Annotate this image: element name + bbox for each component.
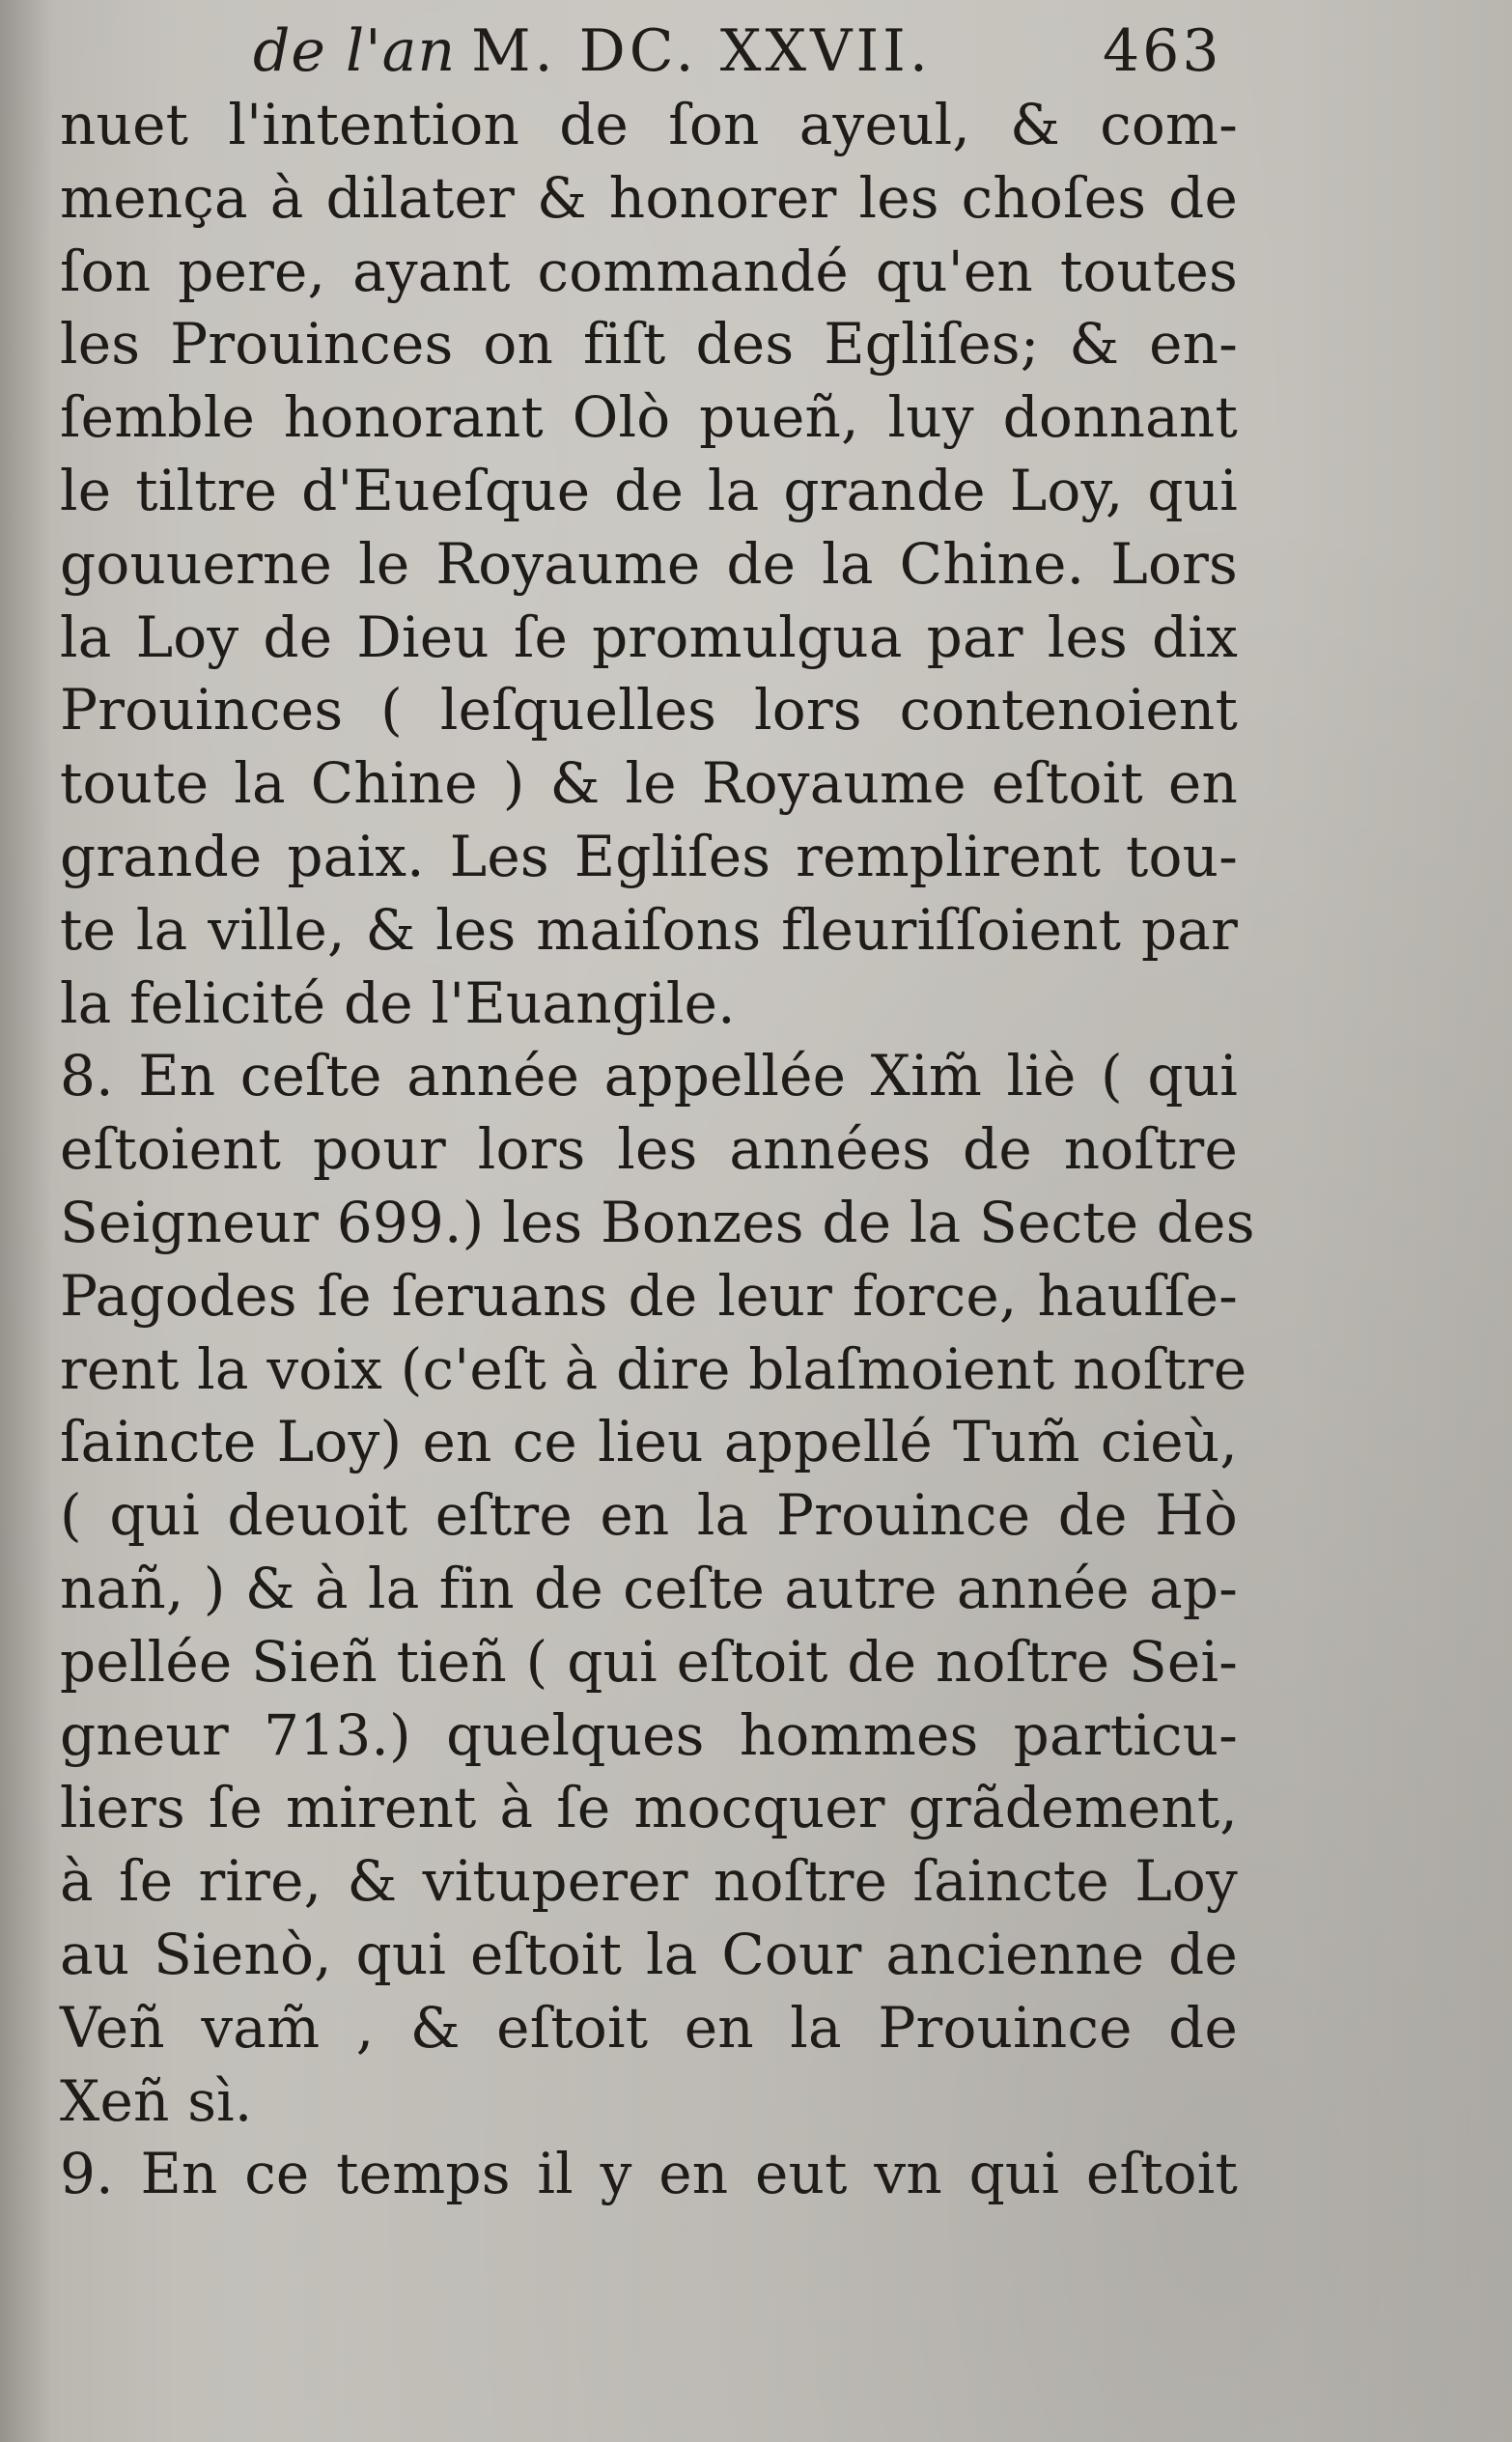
text-line: gouuerne le Royaume de la Chine. Lors: [60, 530, 1238, 597]
text-line: ſemble honorant Olò pueñ, luy donnant: [60, 384, 1238, 451]
page-number: 463: [1103, 17, 1222, 85]
text-line: nuet l'intention de ſon ayeul, & com-: [60, 92, 1238, 157]
text-line: ſaincte Loy) en ce lieu appellé Tum̃ cieù,: [60, 1409, 1238, 1475]
text-line: mença à dilater & honorer les choſes de: [60, 164, 1238, 231]
spine-shadow: [0, 0, 53, 2442]
text-line: ( qui deuoit eſtre en la Prouince de Hò: [60, 1482, 1238, 1549]
text-line: à ſe rire, & vituperer noſtre ſaincte Loy: [60, 1848, 1238, 1915]
text-line: te la ville, & les maiſons fleuriſſoient par: [60, 896, 1238, 963]
text-line: pellée Sieñ tieñ ( qui eſtoit de noſtre Sei-: [60, 1628, 1238, 1695]
text-line: la felicité de l'Euangile.: [60, 969, 736, 1036]
text-line: au Sienò, qui eſtoit la Cour ancienne de: [60, 1921, 1238, 1987]
text-line: la Loy de Dieu ſe promulgua par les dix: [60, 603, 1238, 670]
text-line: Seigneur 699.) les Bonzes de la Secte des: [60, 1189, 1255, 1255]
text-line: Prouinces ( leſquelles lors contenoient: [60, 677, 1238, 744]
text-line: Pagodes ſe ſeruans de leur force, hauſſe-: [60, 1262, 1238, 1329]
text-line: le tiltre d'Eueſque de la grande Loy, qui: [60, 457, 1238, 523]
text-line: 9. En ce temps il y en eut vn qui eſtoit: [60, 2141, 1238, 2207]
text-line: les Prouinces on fiſt des Egliſes; & en-: [60, 311, 1238, 378]
page-header: [253, 17, 1222, 85]
text-line: toute la Chine ) & le Royaume eſtoit en: [60, 750, 1238, 817]
text-line: ſon pere, ayant commandé qu'en toutes: [60, 238, 1238, 304]
text-line: grande paix. Les Egliſes remplirent tou-: [60, 823, 1238, 889]
running-title: de l'an: [253, 17, 457, 85]
text-line: rent la voix (c'eſt à dire blaſmoient noſtre: [60, 1335, 1247, 1402]
text-line: liers ſe mirent à ſe mocquer grãdement,: [60, 1775, 1238, 1841]
text-line: Veñ vam̃ , & eſtoit en la Prouince de: [60, 1994, 1238, 2061]
text-line: nañ, ) & à la fin de ceſte autre année ap-: [60, 1555, 1238, 1621]
text-line: Xeñ sì.: [60, 2067, 253, 2134]
text-line: gneur 713.) quelques hommes particu-: [60, 1701, 1238, 1768]
header-year: M. DC. XXVII.: [471, 17, 932, 85]
body-text: [60, 89, 1255, 2211]
text-line: 8. En ceſte année appellée Xim̃ liè ( qui: [60, 1043, 1238, 1109]
text-line: eſtoient pour lors les années de noſtre: [60, 1116, 1238, 1183]
